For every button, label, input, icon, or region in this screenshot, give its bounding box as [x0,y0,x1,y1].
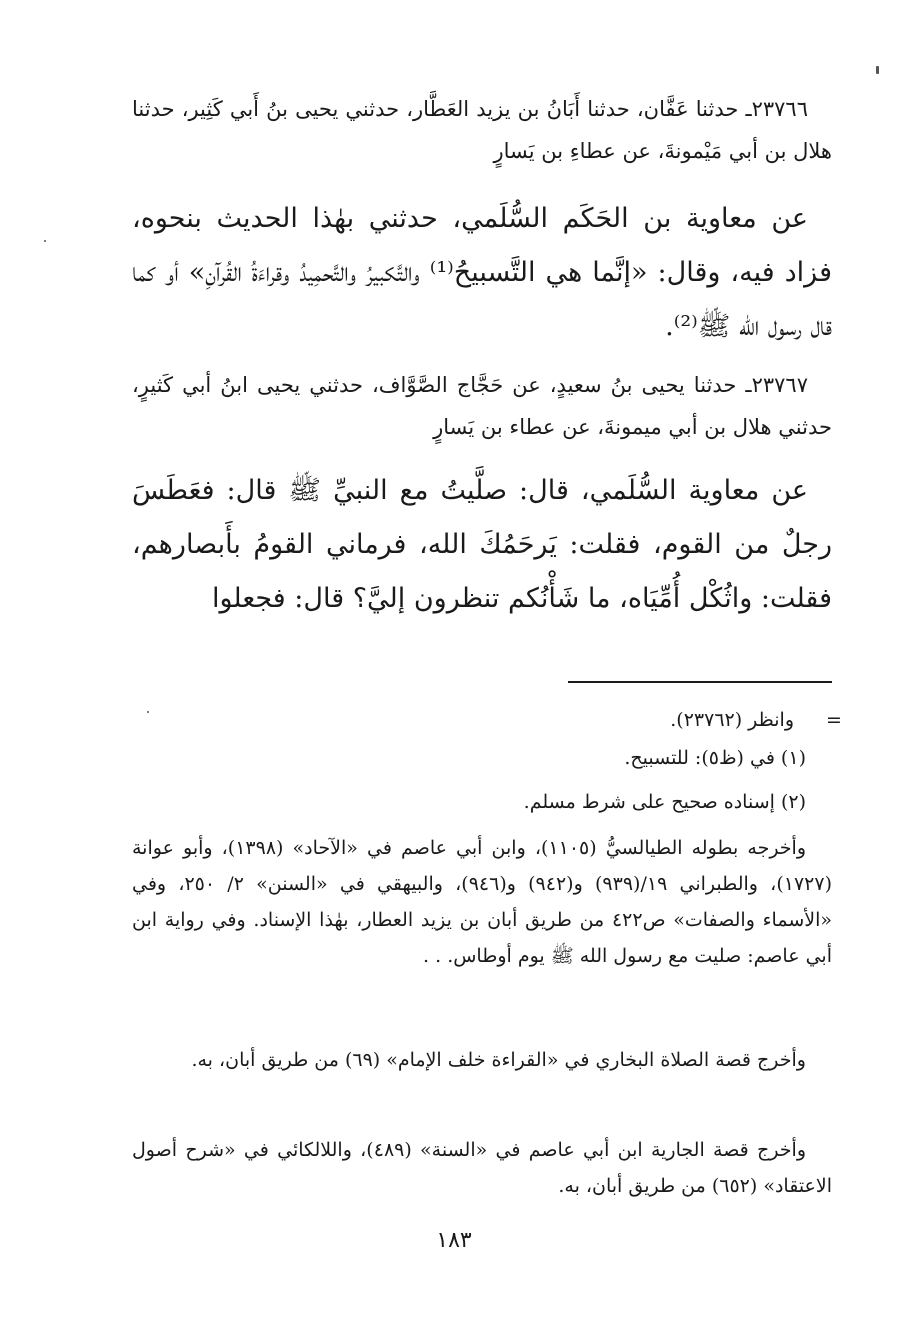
hadith-23766-isnad: ٢٣٧٦٦ـ حدثنا عَفَّان، حدثنا أَبَانُ بن يزيد العَطَّار، حدثني يحيى بنُ أَبي كَثِير، حدثنا هلال بن أبي مَيْمونةَ، عن عطاءِ بن يَسارٍ [132,97,832,163]
hadith-23766-matn: عن معاوية بن الحَكَم السُّلَمي، حدثني بهٰذا الحديث بنحوه، فزاد فيه، وقال: «إنَّما هي التَّسبيحُ⁽¹⁾ والتَّكبيرُ والتَّحمِيدُ وقراءَةُ القُرآنِ» أو كما قال رسول الله ﷺ⁽²⁾. [132,203,832,342]
footnote-2: (٢) إسناده صحيح على شرط مسلم. [523,791,806,813]
footnote-1: (١) في (ظ٥): للتسبيح. [624,747,806,769]
footnote-continuation-mark: = [826,709,842,731]
footnote-continuation: وانظر (٢٣٧٦٢). [670,709,794,731]
scan-speck [44,240,46,242]
footnote-takhrij-1: وأخرجه بطوله الطيالسيُّ (١١٠٥)، وابن أبي عاصم في «الآحاد» (١٣٩٨)، وأبو عوانة (١٧٢٧)، والطبراني ١٩/(٩٣٩) و(٩٤٢) و(٩٤٦)، والبيهقي في «السنن» ٢/ ٢٥٠، وفي «الأسماء والصفات» ص٤٢٢ من طريق أبان بن يزيد العطار، بهٰذا الإسناد. وفي رواية ابن أبي عاصم: صليت مع رسول الله ﷺ يوم أوطاس. . . [132,837,832,967]
scan-speck [147,711,149,713]
hadith-23767-matn: عن معاوية السُّلَمي، قال: صلَّيتُ مع النبيِّ ﷺ قال: فعَطَسَ رجلٌ من القوم، فقلت: يَرحَمُكَ الله، فرماني القومُ بأَبصارهم، فقلت: واثُكْل أُمِّيَاه، ما شَأْنُكم تنظرون إليَّ؟ قال: فجعلوا [132,475,832,614]
footnote-takhrij-3: وأخرج قصة الجارية ابن أبي عاصم في «السنة» (٤٨٩)، واللالكائي في «شرح أصول الاعتقاد» (٦٥٢) من طريق أبان، به. [132,1139,832,1197]
hadith-23767-isnad: ٢٣٧٦٧ـ حدثنا يحيى بنُ سعيدٍ، عن حَجَّاج الصَّوَّاف، حدثني يحيى ابنُ أبي كَثيرٍ، حدثني هلال بن أبي ميمونةَ، عن عطاء بن يَسارٍ [132,373,832,439]
footnote-takhrij-2: وأخرج قصة الصلاة البخاري في «القراءة خلف الإمام» (٦٩) من طريق أبان، به. [191,1049,806,1071]
page-number: ١٨٣ [436,1228,472,1253]
footnote-separator-rule [568,681,832,683]
scan-speck [876,66,879,74]
